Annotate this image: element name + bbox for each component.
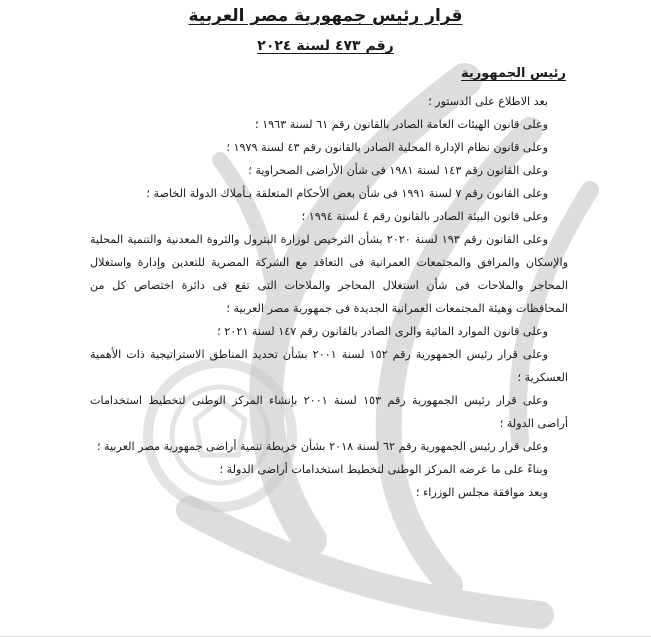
preamble-paragraph: وبناءً على ما عرضه المركز الوطنى لتخطيط استخدامات أراضى الدولة ؛ [219,463,548,476]
preamble-paragraph: وعلى قانون الهيئات العامة الصادر بالقانون رقم ٦١ لسنة ١٩٦٣ ؛ [255,118,548,131]
preamble-paragraph: وعلى القانون رقم ١٤٣ لسنة ١٩٨١ فى شأن الأراضى الصحراوية ؛ [248,164,548,177]
preamble-paragraph: وبعد موافقة مجلس الوزراء ؛ [415,486,548,499]
preamble-paragraph: بعد الاطلاع على الدستور ؛ [428,95,548,108]
decree-number: رقم ٤٧٣ لسنة ٢٠٢٤ [257,38,394,54]
preamble-paragraph: وعلى القانون رقم ١٩٣ لسنة ٢٠٢٠ بشأن الترخيص لوزارة البترول والثروة المعدنية والتنمية المحلية والإسكان والمرافق والمجتمعات العمرانية فى التعاقد مع الشركة المصرية للتعدين وإدارة واستغلال المحاجر والملاحات فى شأن استغلال المحاجر والملاحات التى تقع فى دائرة اختصاص كل من المحافظات وهيئة المجتمعات العمرانية الجديدة فى جمهورية مصر العربية ؛ [90,233,568,315]
issuer-heading: رئيس الجمهورية [461,66,566,81]
preamble-paragraph: وعلى القانون رقم ٧ لسنة ١٩٩١ فى شأن بعض الأحكام المتعلقة بـأملاك الدولة الخاصة ؛ [146,187,548,200]
preamble [90,90,568,504]
preamble-paragraph: وعلى قانون البيئة الصادر بالقانون رقم ٤ لسنة ١٩٩٤ ؛ [301,210,548,223]
decree-title: قرار رئيس جمهورية مصر العربية [188,6,463,26]
preamble-paragraph: وعلى قرار رئيس الجمهورية رقم ١٥٣ لسنة ٢٠٠١ بإنشاء المركز الوطنى لتخطيط استخدامات أراضى الدولة ؛ [90,394,568,430]
preamble-paragraph: وعلى قانون نظام الإدارة المحلية الصادر بالقانون رقم ٤٣ لسنة ١٩٧٩ ؛ [226,141,548,154]
preamble-paragraph: وعلى قانون الموارد المائية والرى الصادر بالقانون رقم ١٤٧ لسنة ٢٠٢١ ؛ [217,325,548,338]
preamble-paragraph: وعلى قرار رئيس الجمهورية رقم ٦٢ لسنة ٢٠١٨ بشأن خريطة تنمية أراضى جمهورية مصر العربية ؛ [96,440,548,453]
preamble-paragraph: وعلى قرار رئيس الجمهورية رقم ١٥٢ لسنة ٢٠٠١ بشأن تحديد المناطق الاستراتيجية ذات الأهمية العسكرية ؛ [90,348,568,384]
